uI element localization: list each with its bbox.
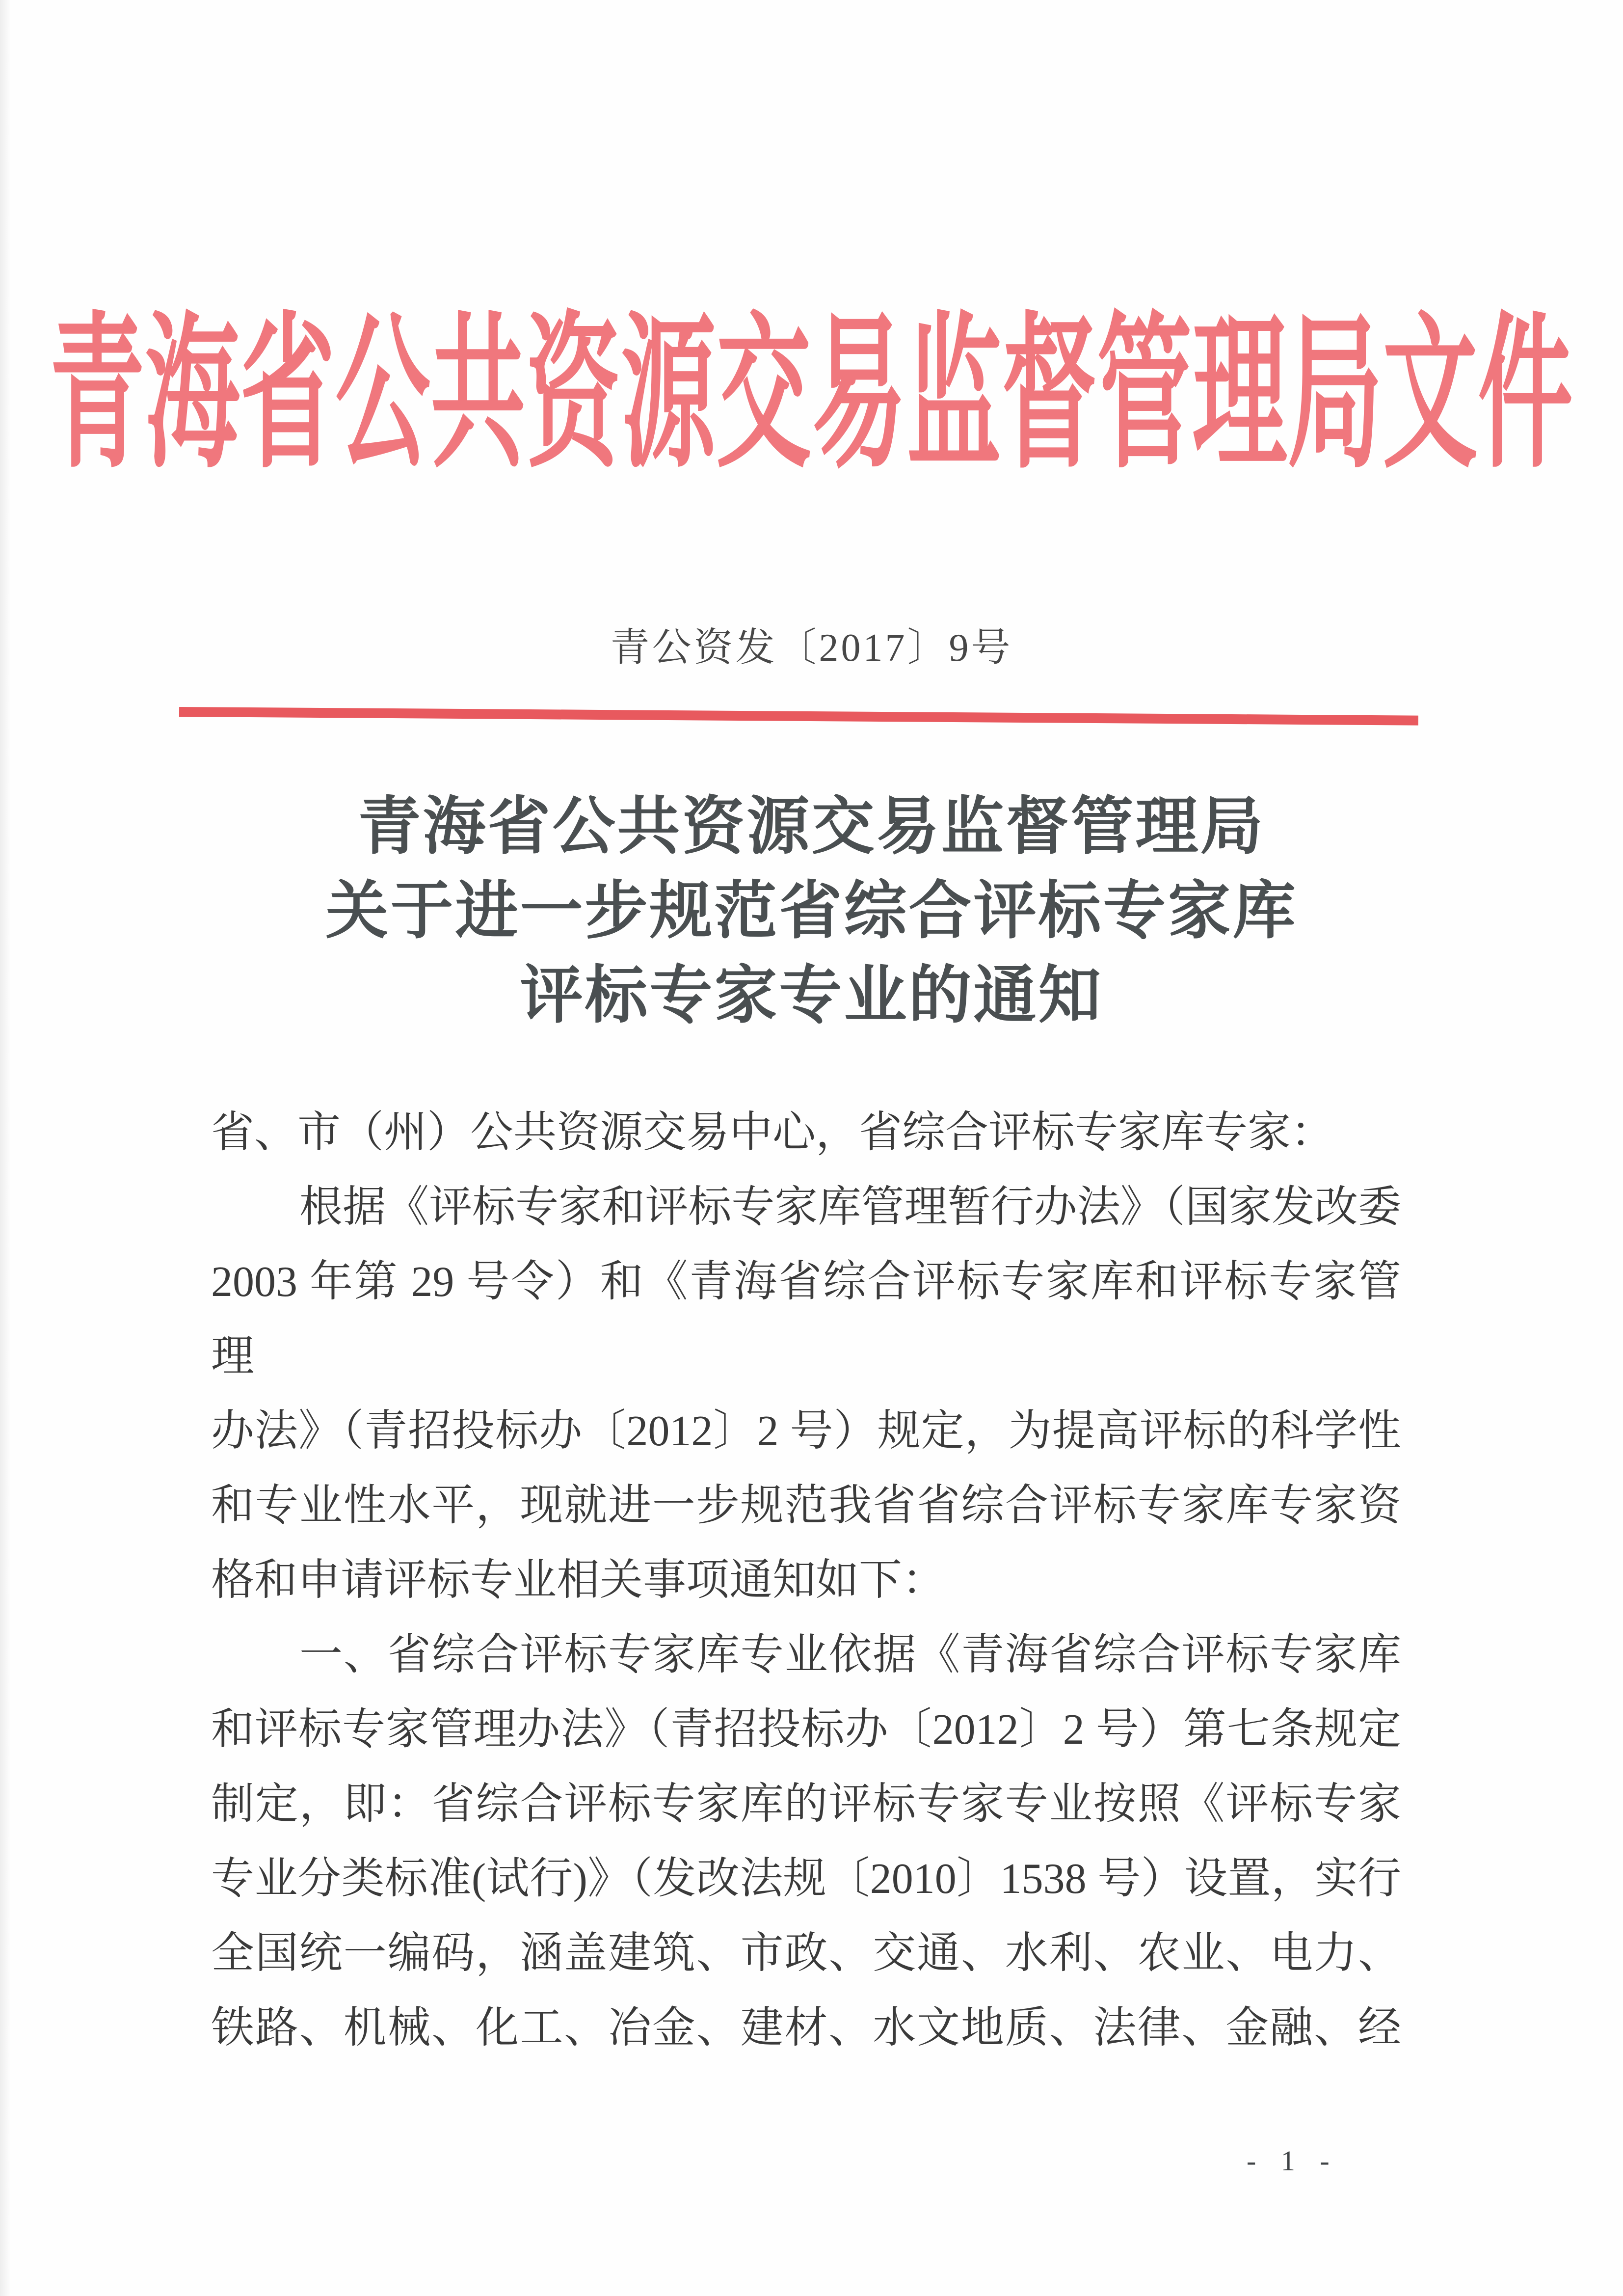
body-line: 和专业性水平，现就进一步规范我省省综合评标专家库专家资 (211, 1482, 1401, 1530)
body-line: 省、市（州）公共资源交易中心，省综合评标专家库专家： (211, 1109, 1334, 1157)
body-line: 根据《评标专家和评标专家库管理暂行办法》（国家发改委 (299, 1184, 1401, 1231)
body-line: 格和申请评标专业相关事项通知如下： (211, 1557, 946, 1604)
body-line: 一、省综合评标专家库专业依据《青海省综合评标专家库 (299, 1631, 1401, 1679)
letterhead-banner: 青海省公共资源交易监督管理局文件 (50, 302, 1573, 488)
body-line: 制定，即：省综合评标专家库的评标专家专业按照《评标专家 (211, 1781, 1401, 1828)
body-line: 办法》（青招投标办〔2012〕2 号）规定，为提高评标的科学性 (211, 1407, 1401, 1455)
title-line-2: 关于进一步规范省综合评标专家库 (325, 876, 1298, 946)
body-line: 和评标专家管理办法》（青招投标办〔2012〕2 号）第七条规定 (211, 1706, 1401, 1754)
body-line: 铁路、机械、化工、冶金、建材、水文地质、法律、金融、经 (211, 2004, 1401, 2052)
body-line: 2003 年第 29 号令）和《青海省综合评标专家库和评标专家管理 (211, 1258, 1401, 1380)
body-line: 全国统一编码，涵盖建筑、市政、交通、水利、农业、电力、 (211, 1930, 1401, 1977)
body-text (211, 1096, 1401, 2066)
title-line-1: 青海省公共资源交易监督管理局 (358, 792, 1265, 862)
red-divider-rule (179, 707, 1418, 726)
document-title (0, 784, 1623, 1038)
title-line-3: 评标专家专业的通知 (520, 961, 1103, 1030)
body-line: 专业分类标准(试行)》（发改法规〔2010〕1538 号）设置，实行 (211, 1855, 1401, 1903)
page-number: - 1 - (1247, 2145, 1338, 2177)
document-number: 青公资发〔2017〕9号 (610, 626, 1013, 670)
